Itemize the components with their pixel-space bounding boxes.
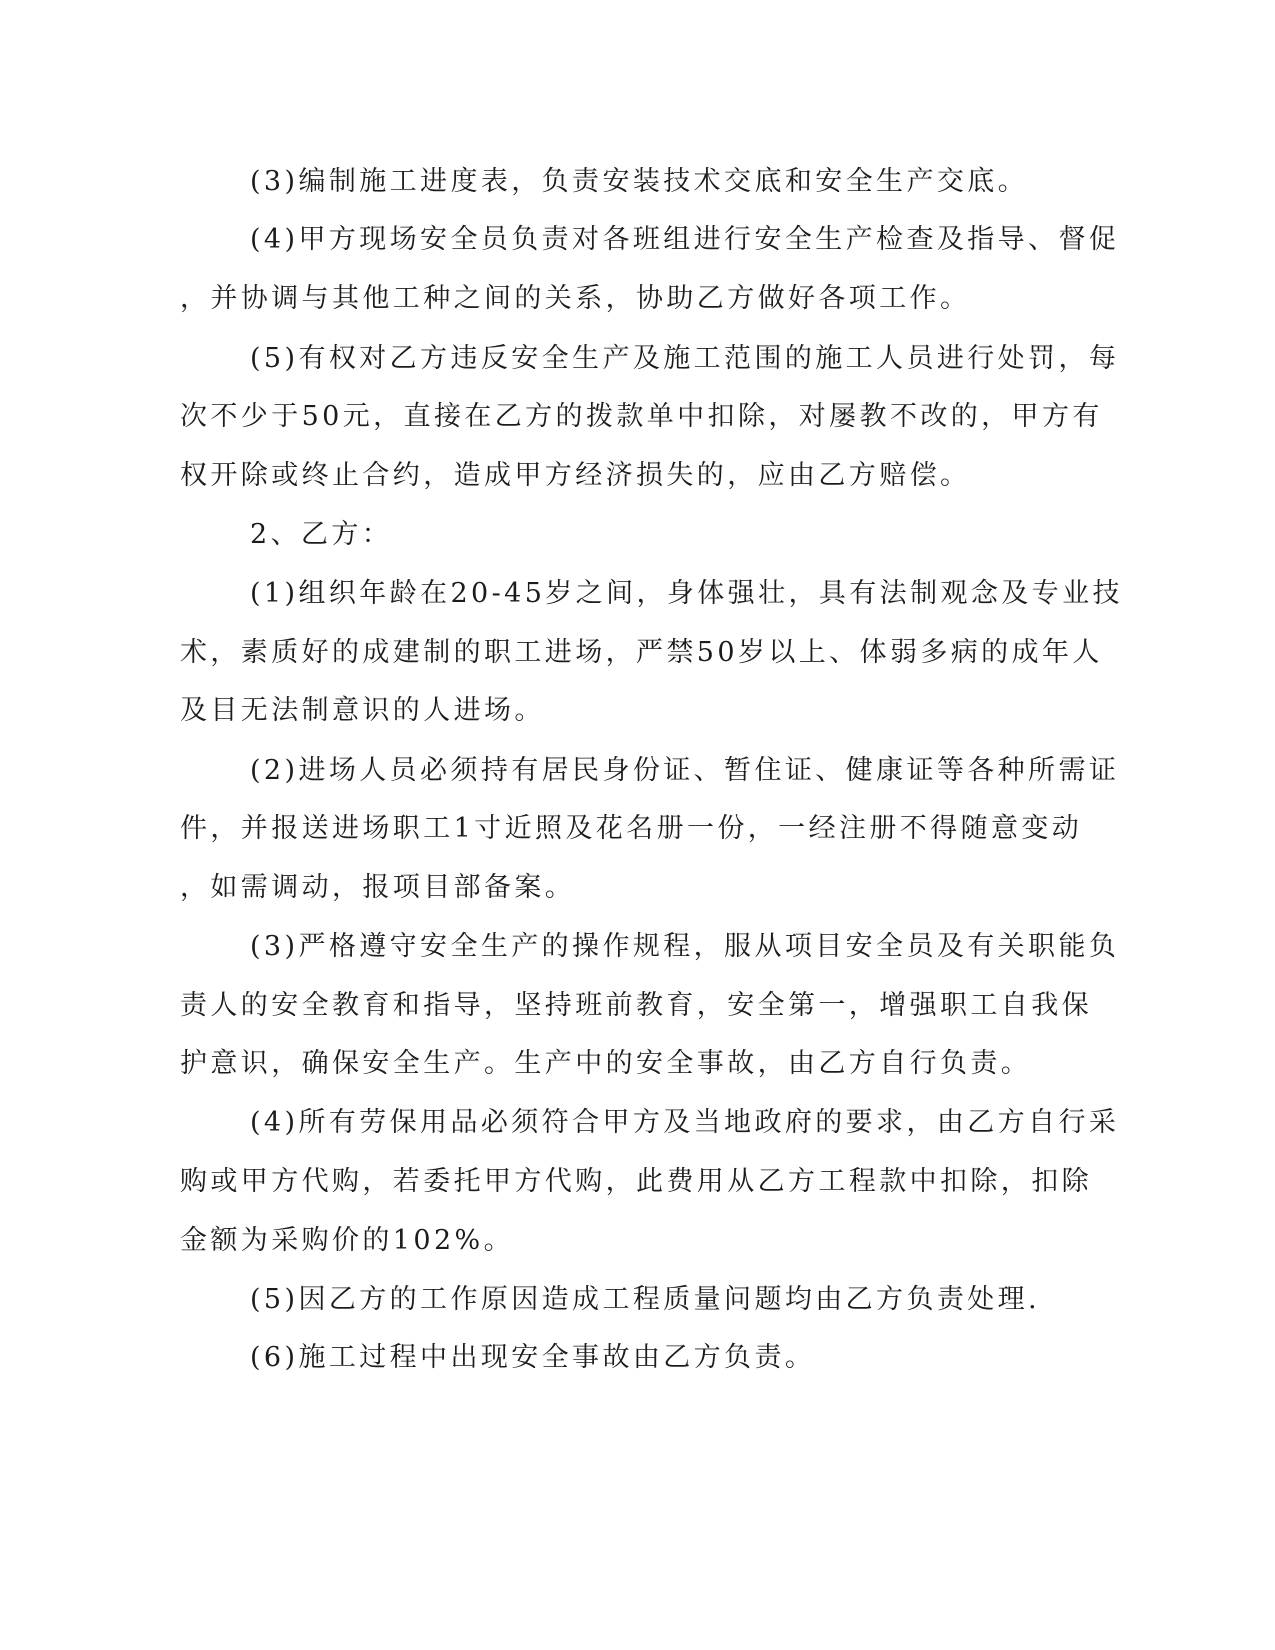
text-line	[0, 986, 1275, 1026]
text-line	[0, 1162, 1275, 1202]
line-text: (4)所有劳保用品必须符合甲方及当地政府的要求，由乙方自行采	[250, 1107, 1120, 1138]
line-text: 金额为采购价的102%。	[180, 1225, 514, 1256]
line-text: 责人的安全教育和指导，坚持班前教育，安全第一，增强职工自我保	[180, 990, 1092, 1021]
text-line	[0, 1280, 1275, 1320]
line-text: 次不少于50元，直接在乙方的拨款单中扣除，对屡教不改的，甲方有	[180, 401, 1103, 432]
line-text: (4)甲方现场安全员负责对各班组进行安全生产检查及指导、督促	[250, 224, 1120, 255]
text-line	[0, 574, 1275, 614]
section-heading	[0, 515, 1275, 555]
line-text: (5)因乙方的工作原因造成工程质量问题均由乙方负责处理.	[250, 1284, 1041, 1315]
text-line	[0, 279, 1275, 319]
line-text: (3)编制施工进度表，负责安装技术交底和安全生产交底。	[250, 166, 1029, 197]
text-line	[0, 1338, 1275, 1378]
line-text: ，并协调与其他工种之间的关系，协助乙方做好各项工作。	[180, 283, 971, 314]
text-line	[0, 339, 1275, 379]
line-text: 件，并报送进场职工1寸近照及花名册一份，一经注册不得随意变动	[180, 813, 1083, 844]
text-line	[0, 397, 1275, 437]
text-line	[0, 1044, 1275, 1084]
line-text: 2、乙方：	[250, 519, 393, 550]
text-line	[0, 868, 1275, 908]
line-text: (6)施工过程中出现安全事故由乙方负责。	[250, 1342, 816, 1373]
text-line	[0, 927, 1275, 967]
text-line	[0, 691, 1275, 731]
text-line	[0, 1221, 1275, 1261]
text-line	[0, 162, 1275, 202]
line-text: 及目无法制意识的人进场。	[180, 695, 545, 726]
line-text: 购或甲方代购，若委托甲方代购，此费用从乙方工程款中扣除，扣除	[180, 1166, 1092, 1197]
text-line	[0, 1103, 1275, 1143]
line-text: ，如需调动，报项目部备案。	[180, 872, 576, 903]
line-text: (5)有权对乙方违反安全生产及施工范围的施工人员进行处罚，每	[250, 343, 1120, 374]
text-line	[0, 751, 1275, 791]
line-text: 权开除或终止合约，造成甲方经济损失的，应由乙方赔偿。	[180, 460, 971, 491]
text-line	[0, 633, 1275, 673]
text-line	[0, 809, 1275, 849]
line-text: (1)组织年龄在20-45岁之间，身体强壮，具有法制观念及专业技	[250, 578, 1123, 609]
line-text: (2)进场人员必须持有居民身份证、暂住证、健康证等各种所需证	[250, 755, 1120, 786]
text-line	[0, 220, 1275, 260]
line-text: (3)严格遵守安全生产的操作规程，服从项目安全员及有关职能负	[250, 931, 1120, 962]
line-text: 术，素质好的成建制的职工进场，严禁50岁以上、体弱多病的成年人	[180, 637, 1103, 668]
text-line	[0, 456, 1275, 496]
line-text: 护意识，确保安全生产。生产中的安全事故，由乙方自行负责。	[180, 1048, 1032, 1079]
